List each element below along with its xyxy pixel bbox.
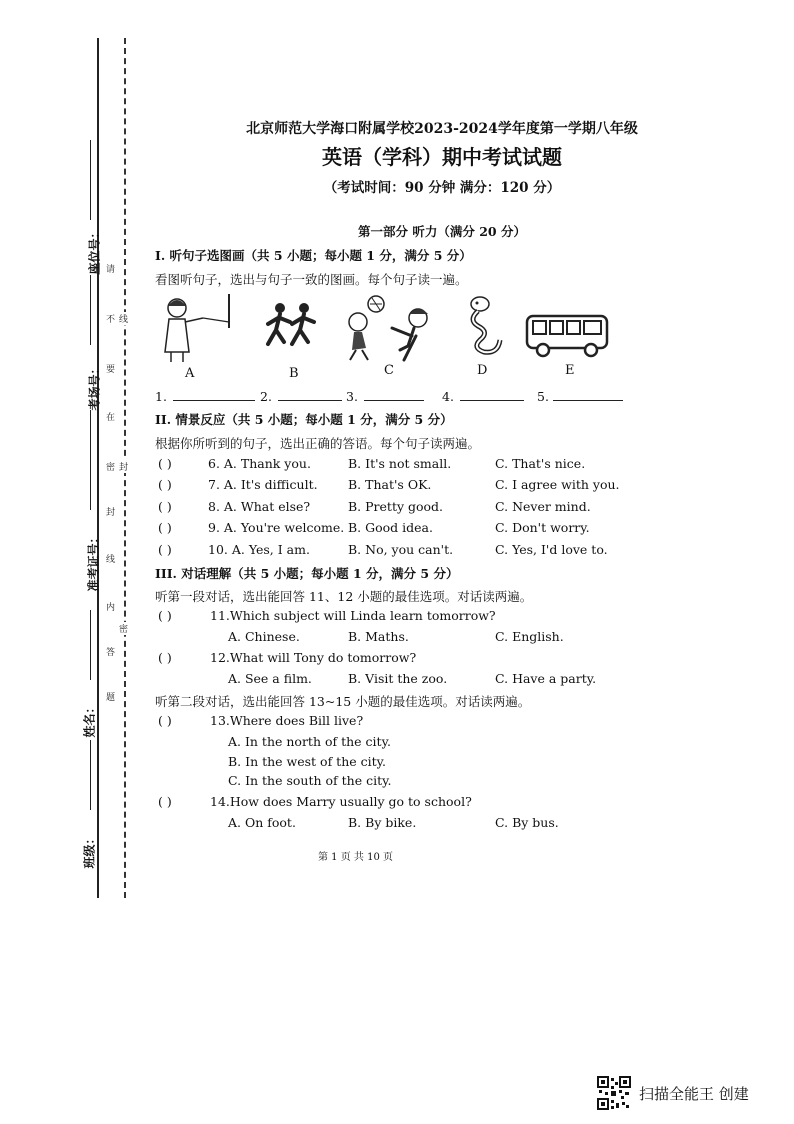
- section-1-instructions: 看图听句子，选出与句子一致的图画。每个句子读一遍。: [155, 272, 468, 287]
- option-a: A. In the north of the city.: [228, 734, 391, 749]
- answer-paren[interactable]: ( ): [158, 713, 172, 728]
- section-2-title: II. 情景反应（共 5 小题；每小题 1 分，满分 5 分）: [155, 412, 453, 427]
- name-line: [90, 610, 91, 680]
- option-c: C. Never mind.: [495, 499, 591, 514]
- option-a: 9. A. You're welcome.: [208, 520, 345, 535]
- dialogue-1-instructions: 听第一段对话，选出能回答 11、12 小题的最佳选项。对话读两遍。: [155, 589, 533, 604]
- blank-number: 2.: [260, 389, 272, 404]
- seal-char: 请: [106, 265, 116, 275]
- picture-label-a: A: [185, 366, 195, 381]
- bus-icon: [525, 312, 611, 360]
- school-name: 北京师范大学海口附属学校2023-2024学年度第一学期八年级: [246, 121, 638, 137]
- answer-blank-3[interactable]: [346, 388, 424, 404]
- blank-number: 5.: [537, 389, 549, 404]
- blank-line: [553, 388, 623, 401]
- section-2-instructions: 根据你所听到的句子，选出正确的答语。每个句子读两遍。: [155, 436, 481, 451]
- option-a: 10. A. Yes, I am.: [208, 542, 310, 557]
- seat-number-label: 座位号：: [87, 226, 102, 275]
- option-b: B. It's not small.: [348, 456, 452, 471]
- dialogue-2-instructions: 听第二段对话，选出能回答 13~15 小题的最佳选项。对话读两遍。: [155, 694, 531, 709]
- section-1-title: I. 听句子选图画（共 5 小题；每小题 1 分，满分 5 分）: [155, 248, 472, 263]
- option-b: B. Pretty good.: [348, 499, 444, 514]
- picture-label-d: D: [477, 363, 488, 378]
- seal-char: 密: [106, 463, 116, 473]
- seal-char: 线: [106, 555, 116, 565]
- name-label: 姓名：: [82, 701, 97, 738]
- seal-char: 答: [106, 648, 116, 658]
- dashed-line-char: 线: [119, 312, 128, 325]
- dashed-line-char: 密: [119, 622, 128, 635]
- question-14: 14.How does Marry usually go to school?: [210, 794, 472, 809]
- answer-paren[interactable]: ( ): [158, 520, 172, 535]
- answer-blank-5[interactable]: [537, 388, 623, 404]
- option-c: C. Have a party.: [495, 671, 597, 686]
- blank-line: [278, 388, 342, 401]
- option-c: C. By bus.: [495, 815, 559, 830]
- option-c: C. I agree with you.: [495, 477, 620, 492]
- page-number: 第 1 页 共 10 页: [318, 852, 393, 863]
- option-b: B. Good idea.: [348, 520, 433, 535]
- answer-paren[interactable]: ( ): [158, 794, 172, 809]
- class-line: [90, 740, 91, 810]
- option-b: B. Visit the zoo.: [348, 671, 448, 686]
- answer-paren[interactable]: ( ): [158, 608, 172, 623]
- seal-char: 封: [106, 508, 116, 518]
- option-a: 7. A. It's difficult.: [208, 477, 318, 492]
- answer-paren[interactable]: ( ): [158, 477, 172, 492]
- answer-blank-2[interactable]: [260, 388, 342, 404]
- option-c: C. Yes, I'd love to.: [495, 542, 608, 557]
- option-c: C. English.: [495, 629, 564, 644]
- snake-icon: [460, 294, 508, 358]
- option-b: B. Maths.: [348, 629, 409, 644]
- exam-info: （考试时间：90 分钟 满分：120 分）: [323, 180, 561, 196]
- option-a: A. See a film.: [228, 671, 312, 686]
- blank-line: [173, 388, 255, 401]
- dashed-line-char: 封: [119, 460, 128, 473]
- option-c: C. That's nice.: [495, 456, 586, 471]
- blank-line: [460, 388, 524, 401]
- seal-char: 不: [106, 315, 116, 325]
- seal-char: 题: [106, 693, 116, 703]
- seal-char: 在: [106, 413, 116, 423]
- section-3-title: III. 对话理解（共 5 小题；每小题 1 分，满分 5 分）: [155, 566, 459, 581]
- blank-number: 3.: [346, 389, 358, 404]
- blank-number: 4.: [442, 389, 454, 404]
- picture-label-b: B: [289, 366, 299, 381]
- option-a: A. On foot.: [228, 815, 296, 830]
- option-a: A. Chinese.: [228, 629, 300, 644]
- answer-blank-4[interactable]: [442, 388, 524, 404]
- exam-room-label: 考场号：: [87, 362, 102, 411]
- answer-blank-1[interactable]: [155, 388, 255, 404]
- option-b: B. In the west of the city.: [228, 754, 387, 769]
- football-players-icon: [342, 292, 434, 364]
- answer-paren[interactable]: ( ): [158, 456, 172, 471]
- answer-paren[interactable]: ( ): [158, 650, 172, 665]
- option-c: C. Don't worry.: [495, 520, 590, 535]
- option-b: B. By bike.: [348, 815, 417, 830]
- picture-label-e: E: [565, 363, 575, 378]
- seal-char: 要: [106, 365, 116, 375]
- blank-line: [364, 388, 424, 401]
- class-label: 班级：: [82, 832, 97, 869]
- part-one-heading: 第一部分 听力（满分 20 分）: [358, 224, 526, 239]
- answer-paren[interactable]: ( ): [158, 542, 172, 557]
- exam-title: 英语（学科）期中考试试题: [322, 145, 562, 169]
- option-a: 8. A. What else?: [208, 499, 311, 514]
- teacher-icon: [155, 292, 235, 364]
- blank-number: 1.: [155, 389, 167, 404]
- seal-char: 内: [106, 603, 116, 613]
- question-12: 12.What will Tony do tomorrow?: [210, 650, 417, 665]
- exam-room-line: [90, 275, 91, 345]
- answer-paren[interactable]: ( ): [158, 499, 172, 514]
- option-c: C. In the south of the city.: [228, 773, 392, 788]
- scanner-brand: 扫描全能王 创建: [639, 1085, 749, 1103]
- option-b: B. That's OK.: [348, 477, 432, 492]
- option-b: B. No, you can't.: [348, 542, 454, 557]
- picture-label-c: C: [384, 363, 394, 378]
- qr-code-icon: [597, 1076, 631, 1110]
- admission-number-line: [90, 410, 91, 510]
- question-13: 13.Where does Bill live?: [210, 713, 364, 728]
- question-11: 11.Which subject will Linda learn tomorrow?: [210, 608, 496, 623]
- admission-number-label: 准考证号：: [86, 531, 101, 592]
- option-a: 6. A. Thank you.: [208, 456, 311, 471]
- runners-icon: [262, 300, 322, 360]
